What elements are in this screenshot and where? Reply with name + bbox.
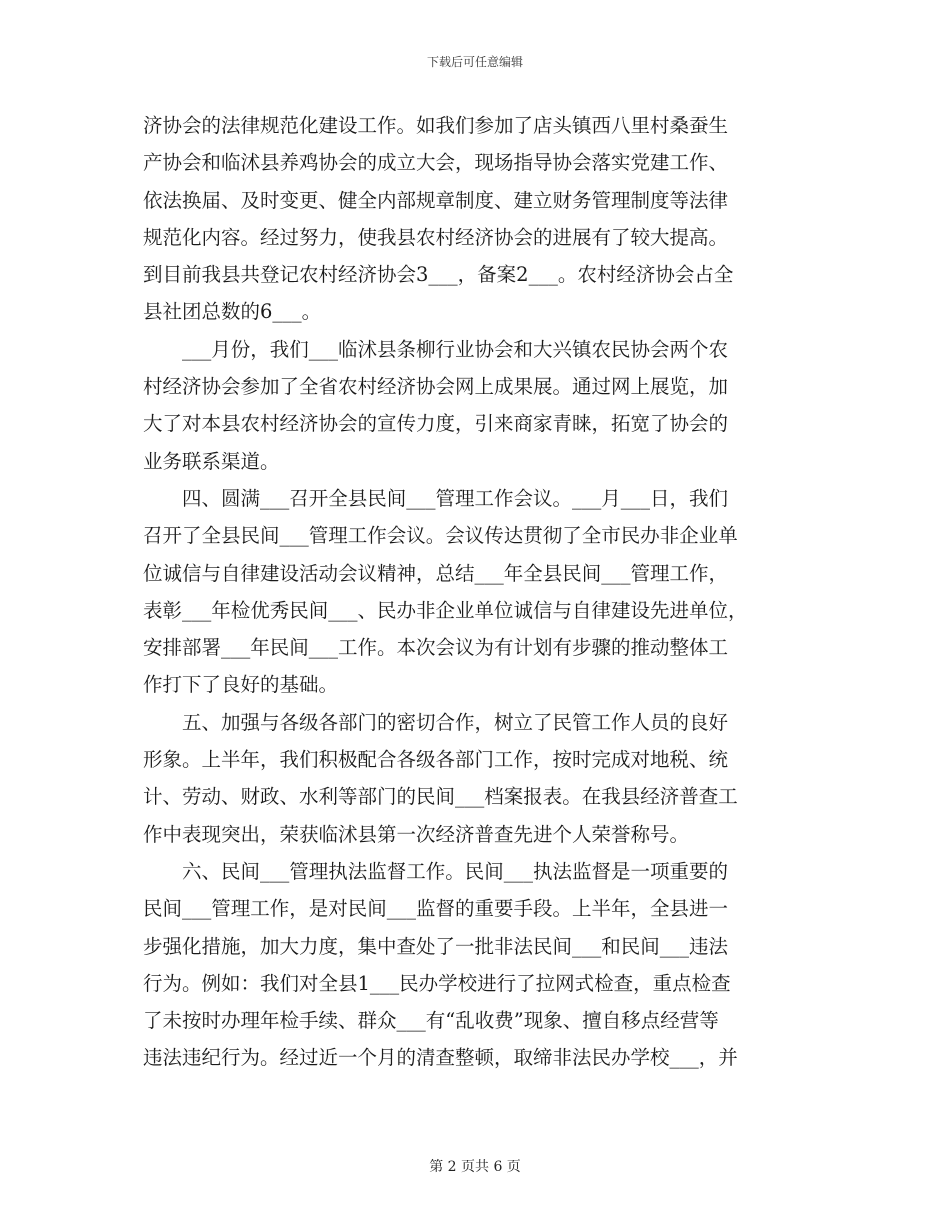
text-line: 济协会的法律规范化建设工作。如我们参加了店头镇西八里村桑蚕生 [143, 114, 729, 137]
paragraph-3 [143, 480, 808, 704]
text-line: 形象。上半年，我们积极配合各级各部门工作，按时完成对地税、统 [143, 748, 729, 772]
text-line: ___月份，我们___临沭县条柳行业协会和大兴镇农民协会两个农 [182, 337, 729, 361]
text-line: 民间___管理工作，是对民间___监督的重要手段。上半年，全县进一 [143, 897, 729, 921]
text-line: 作中表现突出，荣获临沭县第一次经济普查先进个人荣誉称号。 [143, 822, 690, 846]
text-line: 规范化内容。经过努力，使我县农村经济协会的进展有了较大提高。 [143, 225, 729, 249]
paragraph-1 [143, 107, 808, 331]
document-body [143, 107, 808, 1077]
text-line: 六、民间___管理执法监督工作。民间___执法监督是一项重要的 [182, 859, 729, 883]
text-line: 违法违纪行为。经过近一个月的清查整顿，取缔非法民办学校___，并 [143, 1046, 738, 1070]
paragraph-5 [143, 853, 808, 1077]
text-line: 安排部署___年民间___工作。本次会议为有计划有步骤的推动整体工 [143, 636, 729, 660]
text-line: 行为。例如：我们对全县1___民办学校进行了拉网式检查，重点检查 [143, 971, 731, 995]
text-line: 召开了全县民间___管理工作会议。会议传达贯彻了全市民办非企业单 [143, 524, 738, 548]
text-line: 大了对本县农村经济协会的宣传力度，引来商家青睐，拓宽了协会的 [143, 412, 729, 436]
text-line: 产协会和临沭县养鸡协会的成立大会，现场指导协会落实党建工作、 [143, 151, 729, 175]
page-footer: 第 2 页共 6 页 [429, 1159, 521, 1175]
text-line: 县社团总数的6___。 [143, 300, 322, 324]
text-line: 计、劳动、财政、水利等部门的民间___档案报表。在我县经济普查工 [143, 785, 738, 809]
paragraph-2 [143, 331, 808, 480]
text-line: 位诚信与自律建设活动会议精神，总结___年全县民间___管理工作， [143, 561, 729, 585]
text-line: 了未按时办理年检手续、群众___有“乱收费”现象、擅自移点经营等 [143, 1009, 719, 1033]
text-line: 到目前我县共登记农村经济协会3___，备案2___。农村经济协会占全 [143, 263, 734, 287]
text-line: 村经济协会参加了全省农村经济协会网上成果展。通过网上展览，加 [143, 375, 729, 399]
text-line: 五、加强与各级各部门的密切合作，树立了民管工作人员的良好 [182, 710, 729, 734]
text-line: 步强化措施，加大力度，集中查处了一批非法民间___和民间___违法 [143, 934, 729, 958]
text-line: 业务联系渠道。 [143, 449, 280, 473]
text-line: 作打下了良好的基础。 [143, 673, 339, 697]
page-header: 下载后可任意编辑 [426, 55, 523, 69]
text-line: 表彰___年检优秀民间___、民办非企业单位诚信与自律建设先进单位， [143, 598, 748, 622]
text-line: 依法换届、及时变更、健全内部规章制度、建立财务管理制度等法律 [143, 188, 729, 212]
text-line: 四、圆满___召开全县民间___管理工作会议。___月___日，我们 [182, 486, 729, 510]
paragraph-4 [143, 704, 808, 853]
